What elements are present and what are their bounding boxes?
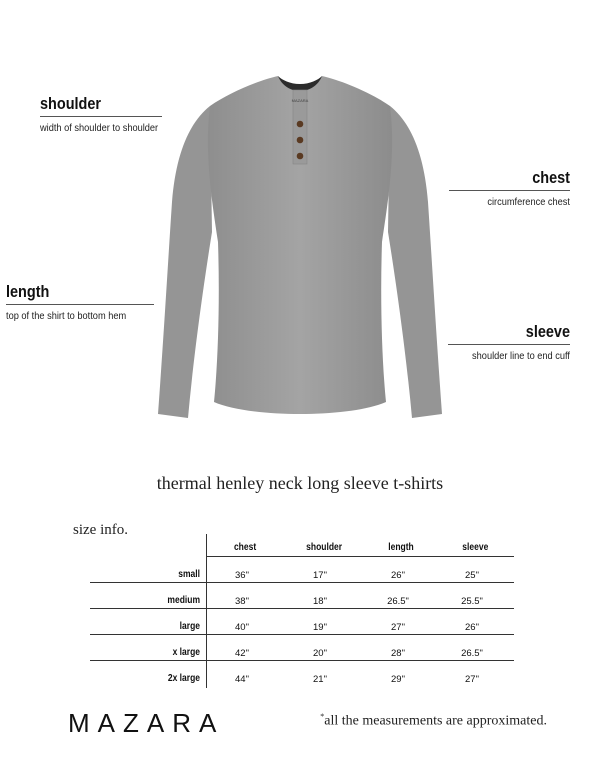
chest-desc: circumference chest: [487, 196, 570, 208]
header-length: length: [388, 542, 414, 553]
sleeve-title: sleeve: [525, 322, 570, 341]
cell-shoulder: 19": [313, 622, 327, 633]
callout-shoulder: [40, 94, 162, 134]
shoulder-desc: width of shoulder to shoulder: [40, 122, 159, 134]
shoulder-title: shoulder: [40, 94, 102, 113]
cell-shoulder: 18": [313, 596, 327, 607]
cell-sleeve: 26": [465, 622, 479, 633]
row-size-label: small: [178, 569, 200, 580]
cell-shoulder: 17": [313, 570, 327, 581]
row-size-label: 2x large: [167, 673, 200, 684]
note-mark: *: [320, 712, 325, 721]
cell-sleeve: 26.5": [461, 648, 483, 659]
table-rule: [90, 634, 514, 635]
size-info-label: size info.: [73, 522, 128, 538]
length-title: length: [6, 282, 50, 301]
size-table: [90, 534, 514, 694]
table-rule: [90, 660, 514, 661]
shirt-button: [297, 121, 304, 128]
row-size-label: large: [179, 621, 200, 632]
shoulder-rule: [40, 116, 162, 117]
henley-shirt-image: [150, 62, 450, 424]
cell-chest: 42": [235, 648, 249, 659]
cell-length: 26.5": [387, 596, 409, 607]
cell-shoulder: 21": [313, 674, 327, 685]
header-chest: chest: [233, 542, 257, 553]
callout-chest: [449, 168, 570, 208]
note-text: all the measurements are approximated.: [324, 713, 547, 729]
cell-sleeve: 25.5": [461, 596, 483, 607]
sleeve-desc: shoulder line to end cuff: [472, 350, 570, 362]
header-sleeve: sleeve: [462, 542, 489, 553]
shirt-button: [297, 137, 304, 144]
left-sleeve: [158, 106, 212, 418]
product-title: thermal henley neck long sleeve t-shirts: [156, 473, 444, 493]
cell-chest: 40": [235, 622, 249, 633]
table-rule: [90, 582, 514, 583]
row-size-label: medium: [167, 595, 200, 606]
table-rule: [206, 556, 514, 557]
chest-title: chest: [532, 168, 570, 187]
cell-chest: 38": [235, 596, 249, 607]
chest-rule: [449, 190, 570, 191]
measurement-note: [320, 712, 547, 730]
cell-sleeve: 27": [465, 674, 479, 685]
header-shoulder: shoulder: [306, 542, 343, 553]
cell-length: 26": [391, 570, 405, 581]
row-size-label: x large: [172, 647, 200, 658]
cell-length: 29": [391, 674, 405, 685]
table-rule: [90, 608, 514, 609]
cell-sleeve: 25": [465, 570, 479, 581]
cell-length: 27": [391, 622, 405, 633]
callout-sleeve: [448, 322, 570, 362]
table-divider: [206, 534, 207, 688]
right-sleeve: [388, 106, 442, 418]
cell-shoulder: 20": [313, 648, 327, 659]
cell-length: 28": [391, 648, 405, 659]
sleeve-rule: [448, 344, 570, 345]
length-desc: top of the shirt to bottom hem: [6, 310, 127, 322]
shirt-button: [297, 153, 304, 160]
brand-logo: MAZARA: [68, 708, 225, 738]
cell-chest: 36": [235, 570, 249, 581]
length-rule: [6, 304, 154, 305]
cell-chest: 44": [235, 674, 249, 685]
collar-tag: MAZARA: [291, 98, 309, 103]
callout-length: [6, 282, 154, 322]
